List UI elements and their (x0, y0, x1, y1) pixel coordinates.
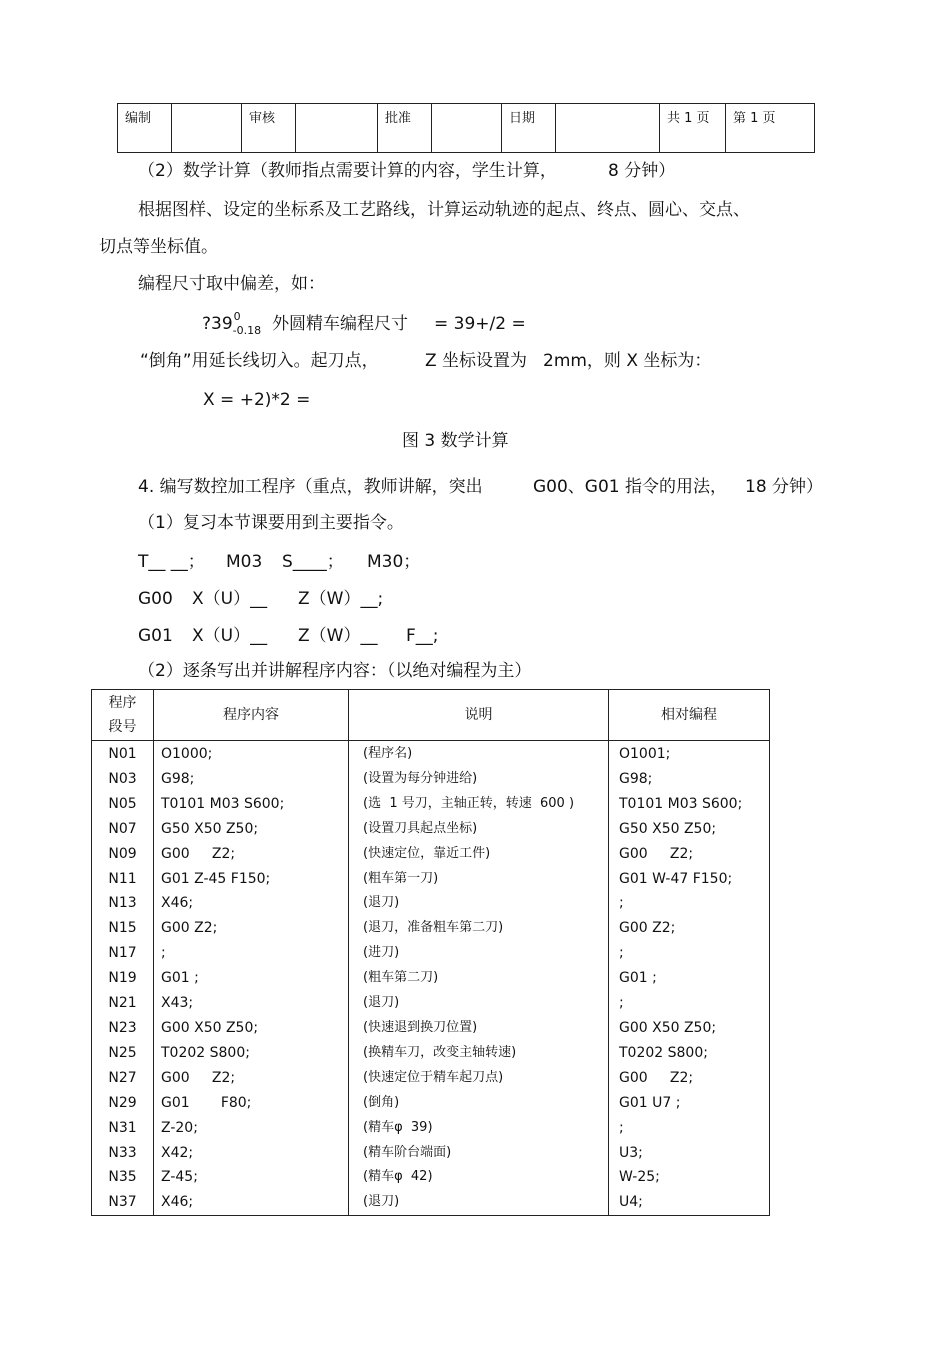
relative-code-cell: ; (609, 991, 770, 1016)
cmd-s: S____； (282, 552, 344, 572)
description-cell: (粗车第一刀) (349, 867, 609, 892)
block-number-cell: N35 (92, 1165, 154, 1190)
block-number-cell: N03 (92, 767, 154, 792)
program-code-cell: G98; (154, 767, 349, 792)
program-table-body (92, 741, 770, 1216)
tolerance-formula: = 39+/2 = (434, 314, 526, 334)
program-code-cell: G00 Z2; (154, 842, 349, 867)
approval-cell-date-value (556, 104, 660, 153)
block-number-cell: N11 (92, 867, 154, 892)
relative-code-cell: G00 X50 Z50; (609, 1016, 770, 1041)
table-row (92, 867, 770, 892)
description-cell: (退刀) (349, 891, 609, 916)
table-row (92, 991, 770, 1016)
approval-cell-review-value (296, 104, 378, 153)
program-code-cell: X42; (154, 1141, 349, 1166)
description-cell: (程序名) (349, 741, 609, 767)
table-row (92, 1165, 770, 1190)
description-cell: (粗车第二刀) (349, 966, 609, 991)
header-program-content: 程序内容 (154, 690, 349, 741)
program-code-cell: X46; (154, 891, 349, 916)
description-cell: (快速退到换刀位置) (349, 1016, 609, 1041)
math-calc-heading: （2）数学计算（教师指点需要计算的内容，学生计算， (138, 161, 557, 181)
program-code-cell: G00 X50 Z50; (154, 1016, 349, 1041)
program-code-cell: G01 ; (154, 966, 349, 991)
table-row (92, 966, 770, 991)
description-cell: (换精车刀，改变主轴转速) (349, 1041, 609, 1066)
relative-code-cell: W-25; (609, 1165, 770, 1190)
block-number-cell: N07 (92, 817, 154, 842)
table-row (92, 916, 770, 941)
description-cell: (精车φ 39) (349, 1116, 609, 1141)
relative-code-cell: G98; (609, 767, 770, 792)
program-code-cell: O1000; (154, 741, 349, 767)
review-heading: （1）复习本节课要用到主要指令。 (138, 513, 404, 533)
description-cell: (设置刀具起点坐标) (349, 817, 609, 842)
program-code-cell: Z-20; (154, 1116, 349, 1141)
relative-code-cell: G01 U7 ; (609, 1091, 770, 1116)
cmd-g01-f: F__; (406, 626, 439, 646)
relative-code-cell: U4; (609, 1190, 770, 1215)
relative-code-cell: G01 W-47 F150; (609, 867, 770, 892)
program-code-cell: G00 Z2; (154, 916, 349, 941)
cmd-g01-z: Z（W）__ (298, 626, 378, 646)
section-4-commands: G00、G01 指令的用法， (533, 477, 728, 497)
program-code-cell: G01 F80; (154, 1091, 349, 1116)
cmd-g01-x: X（U）__ (192, 626, 268, 646)
paragraph-line-3: 编程尺寸取中偏差，如： (138, 274, 325, 294)
relative-code-cell: O1001; (609, 741, 770, 767)
table-row (92, 1091, 770, 1116)
block-number-cell: N15 (92, 916, 154, 941)
cmd-g00: G00 (138, 589, 173, 609)
description-cell: (退刀) (349, 991, 609, 1016)
program-code-cell: T0202 S800; (154, 1041, 349, 1066)
table-row (92, 767, 770, 792)
block-number-cell: N31 (92, 1116, 154, 1141)
description-cell: (快速定位于精车起刀点) (349, 1066, 609, 1091)
table-row (92, 1066, 770, 1091)
description-cell: (倒角) (349, 1091, 609, 1116)
block-number-cell: N23 (92, 1016, 154, 1041)
tolerance-dimension: ?39 (202, 314, 233, 334)
block-number-cell: N21 (92, 991, 154, 1016)
program-code-cell: X46; (154, 1190, 349, 1215)
description-cell: (进刀) (349, 941, 609, 966)
table-row (92, 792, 770, 817)
chamfer-line-a: “倒角”用延长线切入。起刀点， (140, 351, 379, 371)
tolerance-line (202, 310, 409, 337)
block-number-cell: N19 (92, 966, 154, 991)
approval-cell-date-label: 日期 (502, 104, 556, 153)
program-code-cell: Z-45; (154, 1165, 349, 1190)
block-number-cell: N33 (92, 1141, 154, 1166)
figure-caption: 图 3 数学计算 (402, 431, 509, 451)
table-row (92, 1116, 770, 1141)
description-cell: (精车阶台端面) (349, 1141, 609, 1166)
description-cell: (快速定位，靠近工件) (349, 842, 609, 867)
table-row (92, 817, 770, 842)
section-4-heading: 4. 编写数控加工程序（重点，教师讲解，突出 (138, 477, 483, 497)
description-cell: (选 1 号刀，主轴正转，转速 600 ) (349, 792, 609, 817)
cmd-g00-z: Z（W）__; (298, 589, 384, 609)
x-formula: X = +2)*2 = (203, 390, 311, 410)
program-code-cell: G50 X50 Z50; (154, 817, 349, 842)
program-code-cell: G00 Z2; (154, 1066, 349, 1091)
program-code-cell: G01 Z-45 F150; (154, 867, 349, 892)
table-row (92, 1041, 770, 1066)
description-cell: (退刀) (349, 1190, 609, 1215)
relative-code-cell: ; (609, 891, 770, 916)
approval-cell-page-number: 第 1 页 (726, 104, 815, 153)
program-code-cell: T0101 M03 S600; (154, 792, 349, 817)
header-relative-program: 相对编程 (609, 690, 770, 741)
block-number-cell: N29 (92, 1091, 154, 1116)
tolerance-label: 外圆精车编程尺寸 (272, 314, 409, 334)
approval-cell-approve-value (432, 104, 502, 153)
tolerance-limits (232, 310, 267, 337)
block-number-cell: N25 (92, 1041, 154, 1066)
relative-code-cell: U3; (609, 1141, 770, 1166)
approval-cell-editor-label: 编制 (118, 104, 172, 153)
cmd-m30: M30； (367, 552, 421, 572)
table-row (92, 1190, 770, 1215)
table-row (92, 842, 770, 867)
relative-code-cell: G00 Z2; (609, 916, 770, 941)
header-description: 说明 (349, 690, 609, 741)
relative-code-cell: G00 Z2; (609, 842, 770, 867)
chamfer-line-b: Z 坐标设置为 (425, 351, 528, 371)
description-cell: (退刀，准备粗车第二刀) (349, 916, 609, 941)
block-number-cell: N17 (92, 941, 154, 966)
paragraph-line-2: 切点等坐标值。 (99, 237, 218, 257)
chamfer-line-c: 2mm，则 X 坐标为： (543, 351, 712, 371)
block-number-cell: N01 (92, 741, 154, 767)
block-number-cell: N27 (92, 1066, 154, 1091)
relative-code-cell: T0101 M03 S600; (609, 792, 770, 817)
block-number-cell: N37 (92, 1190, 154, 1215)
approval-cell-approve-label: 批准 (378, 104, 432, 153)
relative-code-cell: G50 X50 Z50; (609, 817, 770, 842)
table-row (92, 941, 770, 966)
block-number-cell: N13 (92, 891, 154, 916)
program-code-cell: ; (154, 941, 349, 966)
program-table (91, 689, 770, 1216)
approval-cell-total-pages: 共 1 页 (660, 104, 726, 153)
relative-code-cell: ; (609, 941, 770, 966)
program-heading: （2）逐条写出并讲解程序内容：（以绝对编程为主） (138, 661, 532, 681)
table-row (92, 1016, 770, 1041)
math-calc-duration: 8 分钟） (608, 161, 676, 181)
description-cell: (精车φ 42) (349, 1165, 609, 1190)
cmd-g00-x: X（U）__ (192, 589, 268, 609)
cmd-g01: G01 (138, 626, 173, 646)
block-number-cell: N05 (92, 792, 154, 817)
program-code-cell: X43; (154, 991, 349, 1016)
program-table-header (92, 690, 770, 741)
cmd-t: T__ __； (138, 552, 205, 572)
approval-table (117, 103, 815, 153)
approval-cell-editor-value (172, 104, 242, 153)
tolerance-lower: -0.18 (232, 324, 262, 337)
block-number-cell: N09 (92, 842, 154, 867)
paragraph-line-1: 根据图样、设定的坐标系及工艺路线，计算运动轨迹的起点、终点、圆心、交点、 (138, 200, 750, 220)
approval-cell-review-label: 审核 (242, 104, 296, 153)
cmd-m03: M03 (226, 552, 263, 572)
relative-code-cell: ; (609, 1116, 770, 1141)
section-4-duration: 18 分钟） (745, 477, 824, 497)
table-row (92, 1141, 770, 1166)
relative-code-cell: G01 ; (609, 966, 770, 991)
relative-code-cell: G00 Z2; (609, 1066, 770, 1091)
table-row (92, 741, 770, 767)
relative-code-cell: T0202 S800; (609, 1041, 770, 1066)
table-row (92, 891, 770, 916)
tolerance-upper: 0 (233, 310, 241, 323)
description-cell: (设置为每分钟进给) (349, 767, 609, 792)
header-block-number: 程序 段号 (92, 690, 154, 741)
